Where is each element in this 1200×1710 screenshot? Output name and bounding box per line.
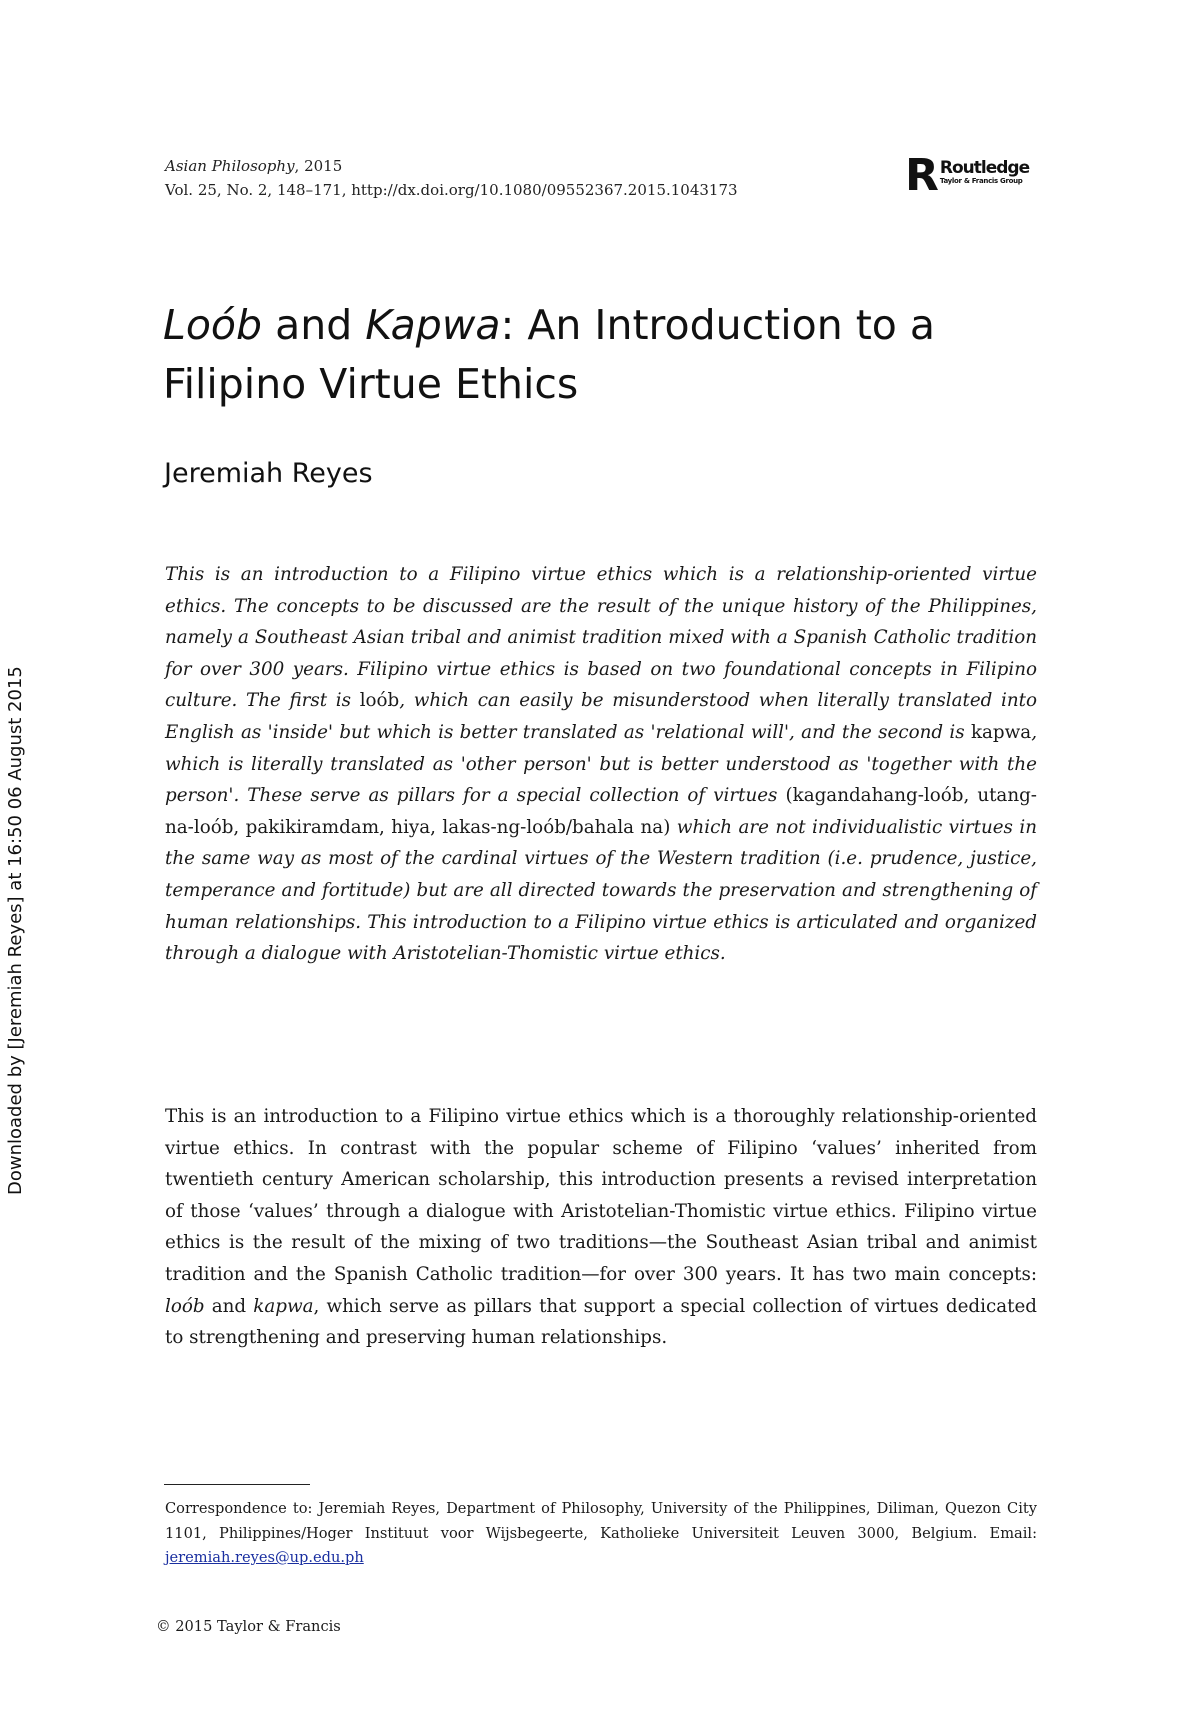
publisher-name: Routledge [939,158,1030,178]
journal-name: Asian Philosophy [165,157,295,175]
copyright-notice: © 2015 Taylor & Francis [156,1618,341,1635]
footnote-divider [164,1484,310,1485]
routledge-r-mark: R [905,150,937,201]
intro-term-kapwa: kapwa [253,1295,314,1317]
abstract-part-1: This is an introduction to a Filipino virtue ethics which is a relationship-oriented virtue ethics. The concepts to be discussed are the result of the unique history of the Philippines, namely a Southeast Asian tribal and animist tradition mixed with a Spanish Catholic tradition for over 300 years. Filipino virtue ethics is based on two foundational concepts in Filipino culture. The first is [165,564,1037,712]
article-title [163,296,1043,414]
intro-and: and [204,1295,254,1317]
footnote-text: Correspondence to: Jeremiah Reyes, Department of Philosophy, University of the Philippines, Diliman, Quezon City 1101, Philippines/Hoger Instituut voor Wijsbegeerte, Katholieke Universiteit Leuven 3000, Belgium. Email: [165,1500,1037,1542]
intro-part-2: , which serve as pillars that support a special collection of virtues dedicated to strengthening and preserving human relationships. [165,1295,1037,1349]
title-and: and [262,301,366,349]
abstract-term-loob: loób [359,690,400,712]
intro-part-1: This is an introduction to a Filipino virtue ethics which is a thoroughly relationship-oriented virtue ethics. In contrast with the popular scheme of Filipino ‘values’ inherited from twentieth century American scholarship, this introduction presents a revised interpretation of those ‘values’ through a dialogue with Aristotelian-Thomistic virtue ethics. Filipino virtue ethics is the result of the mixing of two traditions—the Southeast Asian tribal and animist tradition and the Spanish Catholic tradition—for over 300 years. It has two main concepts: [165,1106,1037,1285]
title-term-loob: Loób [163,301,263,349]
intro-term-loob: loób [165,1295,205,1317]
journal-citation-header [165,154,738,202]
journal-year: , 2015 [294,157,343,175]
title-term-kapwa: Kapwa [365,301,501,349]
routledge-wordmark [940,156,1029,186]
abstract-part-4: which are not individualistic virtues in the same way as most of the cardinal virtues of the Western tradition (i.e. prudence, justice, temperance and fortitude) but are all directed towards the preservation and strengthening of human relationships. This introduction to a Filipino virtue ethics is articulated and organized through a dialogue with Aristotelian-Thomistic virtue ethics. [165,816,1037,965]
abstract-part-2: , which can easily be misunderstood when literally translated into English as 'inside' but which is better translated as 'relational will', and the second is [165,690,1037,743]
abstract-part-3: , which is literally translated as 'other person' but is better understood as 'together with the person'. These serve as pillars for a special collection of virtues [165,721,1037,807]
publisher-group: Taylor & Francis Group [939,177,1023,185]
download-watermark: Downloaded by [Jeremiah Reyes] at 16:50 06 August 2015 [5,666,26,1195]
author-email-link[interactable]: jeremiah.reyes@up.edu.ph [165,1549,364,1566]
correspondence-footnote [165,1497,1037,1571]
title-rest: : An Introduction to a Filipino Virtue Ethics [163,301,936,408]
abstract-term-kapwa: kapwa [970,721,1032,743]
abstract-virtues-list: (kagandahang-loób, utang-na-loób, pakikiramdam, hiya, lakas-ng-loób/bahala na) [165,785,1037,838]
author-name: Jeremiah Reyes [164,458,373,489]
journal-name-line [165,154,738,178]
citation-line: Vol. 25, No. 2, 148–171, http://dx.doi.org/10.1080/09552367.2015.1043173 [165,181,738,199]
abstract [165,559,1037,970]
intro-paragraph [165,1101,1037,1354]
routledge-logo [905,150,1030,201]
